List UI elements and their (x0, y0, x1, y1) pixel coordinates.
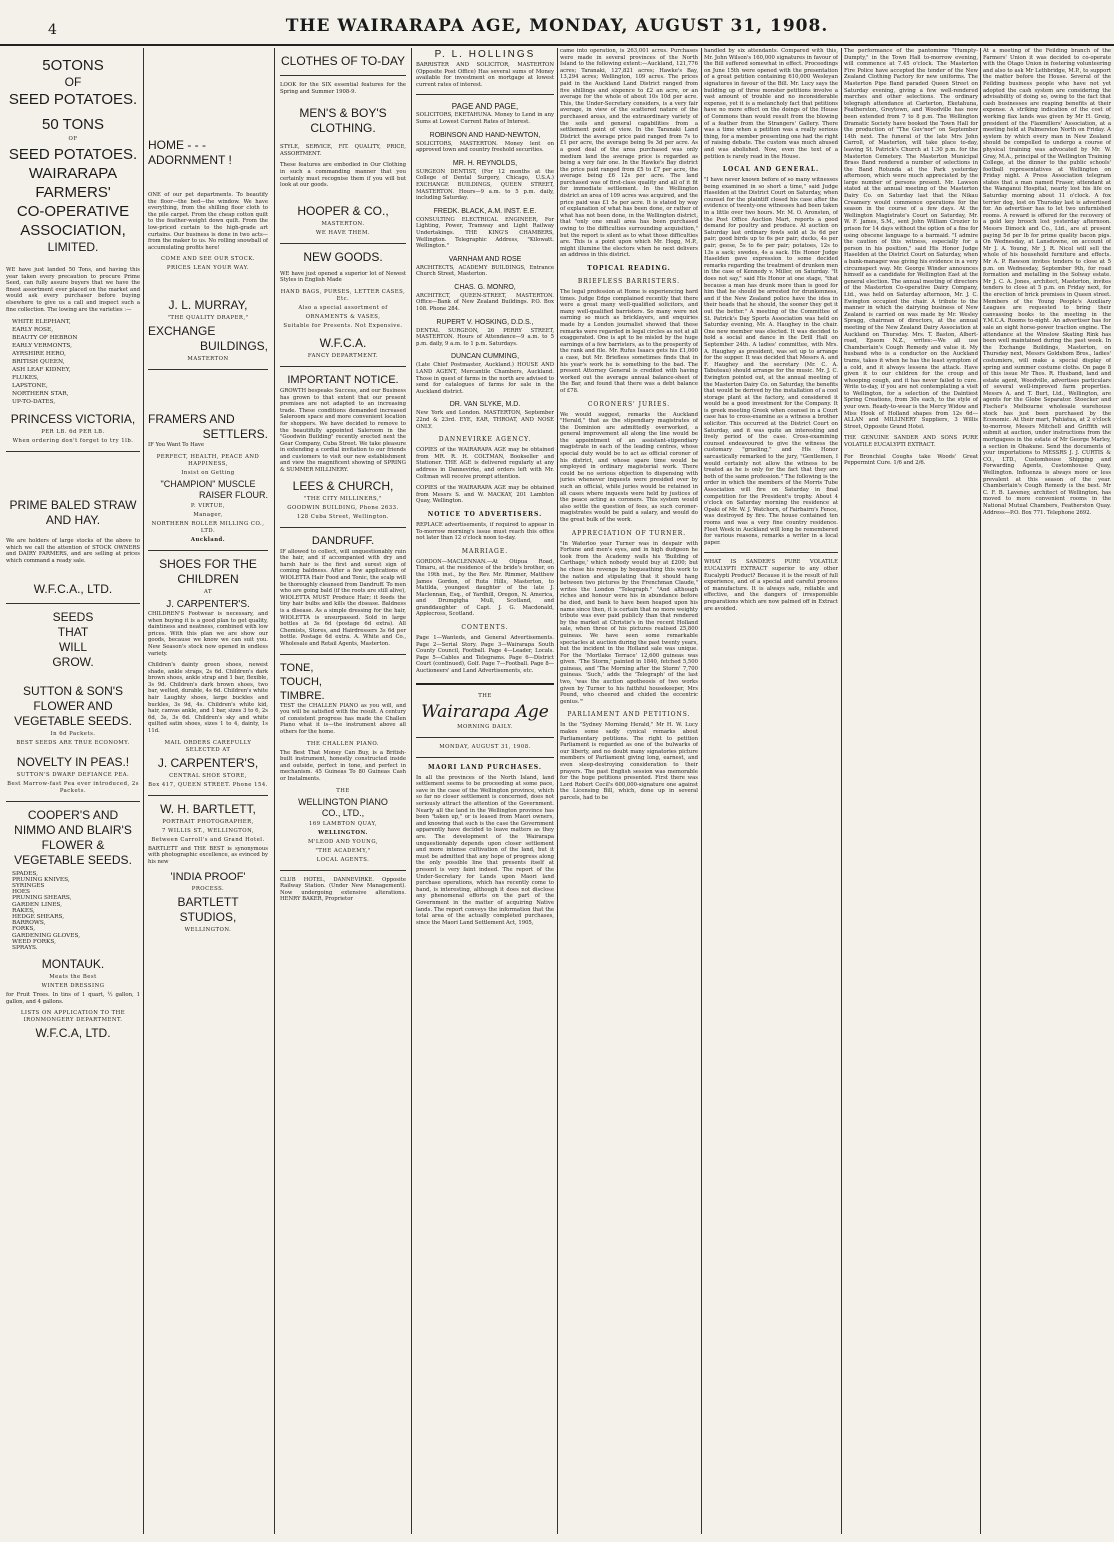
column-5-articles (560, 48, 698, 1536)
divider (416, 757, 554, 758)
ad-note: WELLINGTON. (184, 927, 232, 934)
list-item: RAKES, (12, 907, 35, 914)
list-item: HEDGE SHEARS, (12, 913, 65, 920)
list-item: UP-TO-DATES, (12, 399, 56, 406)
list-item: SPADES, (12, 870, 39, 877)
leader-heading: MAORI LAND PURCHASES. (428, 763, 542, 771)
article-body: In all the provinces of the North Island, land settlement seems to be proceeding at some pace, save in the case of the Wellington province, which so far no closer settlement is concerned, does not seriously attract the attention of the Government. Nearly all the land in the Wellington province has been "taken up," or is leased from Maori owners, and knowing that such is the case the Government apparently have decided to leave matters as they are. The development of the Wairarapa unquestionably depends upon closer settlement and more intense cultivation of the land, but it must be admitted that any hope of progress along the only possible line that presents itself at present is very faint indeed. The report of the Under-Secretary for Lands upon Maori land purchase operations, which has recently come to hand, is interesting, although it does not disclose any phenomenal efforts on the part of the Government in the matter of acquiring Native lands. The report conveys the information that the total area of the actually completed purchases, since the Maori Land Settlement Act, 1905, (416, 774, 554, 926)
ad-body: BARTLETT and THE BEST is synonymous with photographic excellence, as evinced by his new (148, 845, 268, 865)
ad-note: Between Carroll's and Grand Hotel. (151, 836, 265, 843)
divider (148, 550, 268, 551)
ad-heading: WAIRARAPA (28, 165, 118, 182)
section-heading: DANNEVIRKE AGENCY. (438, 436, 532, 444)
ad-note: GOODWIN BUILDING, Phone 2633. (287, 504, 399, 511)
list-item: AYRSHIRE HERO, (12, 351, 66, 358)
list-item: HOES (12, 889, 31, 896)
ad-note: When ordering don't forget to try 1lb. (12, 438, 134, 445)
article-body: "In Waterloo year Turner was in despair with Fortune and men's eyes, and in high dudgeon he took from the Academy walls his 'Building of Carthage,' which nobody would buy at £200; but he chose his revenge by bequeathing this work to the nation and stipulating that it should hang between two pictures by the Frenchman Claude," writes the London "Telegraph." "And although riches and honour were his in abundance before he died, and bank to have been heaped upon his name since then, it is certain that no more weighty tribute was ever paid publicly than that rendered by the market at Christie's in the recent Holland sale, when three of his pictures realised 25,800 guineas. We have seen some remarkable spectacles at auction during the past twenty years, but the incident in the Holland sale was unique. For the 'Mortlake Terrace' 12,600 guineas was given. 'The Storm,' painted in 1840, fetched 5,500 guineas, and 'The Morning after the Storm' 7,700 guineas. 'Such,' adds the 'Telegraph' of the last two, 'was the auction apotheosis of two works given by Turner to his faithful housekeeper, Mrs Pound, who cheered and chided the eccentric genius.'" (560, 540, 698, 705)
ad-note: HAND BAGS, PURSES, LETTER CASES, Etc. (280, 288, 406, 302)
ad-heading: SETTLERS. (202, 427, 268, 442)
ad-signature: W.F.C.A, LTD. (35, 1026, 111, 1041)
ad-note: Auckland. (190, 536, 226, 543)
column-4-professional (416, 48, 554, 1536)
divider (148, 795, 268, 796)
ad-heading: BUILDINGS, (199, 339, 268, 354)
divider (6, 801, 140, 802)
ad-body: ARCHITECTS, ACADEMY BUILDINGS, Entrance Church Street, Masterton. (416, 264, 554, 278)
ad-note: Meats the Best (49, 974, 97, 981)
ad-body: DENTAL SURGEON, 26 PERRY STREET, MASTERTON. Hours of Attendance—9 a.m. to 5 p.m. daily, 9 a.m. to 1 p.m. Saturdays. (416, 327, 554, 347)
ad-note: MASTERTON (187, 356, 229, 363)
ad-body: New York and London. MASTERTON, September 22nd & 23rd. EYE, EAR, THROAT, AND NOSE ONLY. (416, 410, 554, 430)
ad-note: P. VIRTUE, (190, 502, 226, 509)
list-item: WHITE ELEPHANT, (12, 319, 71, 326)
ad-note: SUTTON'S DWARF DEFIANCE PEA. (16, 771, 130, 778)
divider (416, 94, 554, 95)
list-item: SYRINGES (12, 882, 45, 889)
ad-heading: ADORNMENT ! (148, 153, 232, 167)
ad-heading: SEED POTATOES. (8, 91, 138, 108)
ad-signature: W.F.C.A., LTD. (33, 581, 113, 596)
divider (6, 603, 140, 604)
ad-body: These features are embodied in Our Clothing in such a commanding manner that you certainly must recognise them if you will but look at our goods. (280, 162, 406, 189)
divider (148, 369, 268, 370)
ad-body: LOOK for the SIX essential features for the Spring and Summer 1908-9. (280, 82, 406, 95)
article-body: The legal profession at Home is experiencing hard times. Judge Edge complained recently that there were a great many well-qualified solicitors, and many well-qualified barristers. So many were not earning so much as bricklayers, and enquiries made by a London journalist showed that these remarks were regarded in legal circles as not at all exaggerated. One is apt to be misled by the huge earnings of a few barristers, as to the prosperity of the rank and file. Mr. Rufus Isaacs gets his £1,000 a case, but Mr. Briefless sometimes finds that in his year's work he is something to the bad. The present Attorney General is credited with having worked out the average annual balance-sheet of the Bar, and found that there was a debt balance of £78. (560, 289, 698, 394)
page-number: 4 (48, 22, 57, 38)
ad-note: WINTER DRESSING (41, 983, 105, 990)
ad-heading: NIMMO AND BLAIR'S (14, 822, 132, 837)
ad-heading: FARMERS' (35, 184, 111, 201)
ad-heading: MONTAUK. (41, 957, 105, 972)
list-item: EARLY ROSE, (12, 327, 54, 334)
ad-note: "THE ACADEMY," (315, 847, 371, 854)
ad-heading: FREDK. BLACK, A.M. INST. E.E. (433, 207, 537, 215)
ad-note: 7 WILLIS ST., WELLINGTON, (161, 827, 255, 834)
ad-body: WE have just opened a superior lot of Newest Styles in English Made (280, 270, 406, 284)
list-item: GARDEN LINES, (12, 901, 63, 908)
ad-note: ORNAMENTS & VASES, (305, 313, 381, 320)
divider (6, 451, 140, 452)
ad-body: ONE of our pet departments. To beautify the floor—the bed—the window. We have everything, from the shilling floor cloth to the pile carpet. From the cheap cotton quilt to the feather-weight down quilt. From the low-priced curtain to the high-grade art curtains. Our business is done in two acts—from the maker to us. No rolling snowball of accumulating profits here! (148, 192, 268, 251)
newspaper-title: THE WAIRARAPA AGE, MONDAY, AUGUST 31, 1908. (285, 16, 829, 36)
column-rule (411, 48, 412, 1534)
ad-heading: DR. VAN SLYKE, M.D. (449, 401, 521, 409)
ad-note: AT (203, 588, 213, 595)
ad-note: WE HAVE THEM. (315, 229, 371, 236)
ad-note: Best Marrow-fast Pea ever introduced, 2s Packets. (7, 780, 139, 794)
ad-heading: WELLINGTON PIANO (298, 796, 388, 807)
masthead (0, 0, 1114, 46)
article-body: handled by six attendants. Compared with this, Mr. John Wilson's 160,000 signatures in favour of the Bill suffered somewhat in effect. Proceedings on June 15th were opened with the presentation of a great petition containing 610,000 Wesleyan signatures in favour of the Bill. Mr. Lucy says the building up of three monster petitions involve a vast amount of trouble and no inconsiderable expense, yet it is a melancholy fact that petitions have no more effect on the doings of the House of Commons than would result from the blowing of a feather from the Strangers' Gallery. There was a time when a petition was a really serious thing, for a member presenting one had the right of raising debate. The custom was much abused and was abolished. Now, even the text of a petition is rarely read in the House. (704, 48, 838, 160)
ad-heading: P. L. HOLLINGS (434, 49, 536, 60)
ad-heading: 'INDIA PROOF' (170, 871, 246, 884)
ad-body: The Best That Money Can Buy, is a British-built instrument, honestly constructed inside and outside, perfect in tone, and perfect in mechanism. 45 Guineas To 80 Guineas Cash or Instalments. (280, 749, 406, 782)
ad-note: 169 LAMBTON QUAY, (309, 820, 377, 827)
nameplate-the: THE (478, 692, 492, 699)
column-rule (980, 48, 981, 1534)
ad-body: CONSULTING ELECTRICAL ENGINEER, For Lighting, Power, Tramway and Light Railway Undertakings. THE KING'S CHAMBERS, Wellington. Telegraphic Address, "Kilowatt. Wellington." (416, 216, 554, 250)
ad-heading: "CHAMPION" MUSCLE (160, 478, 256, 489)
column-rule (701, 48, 702, 1534)
article-heading: CORONERS' JURIES. (587, 400, 671, 408)
column-1-advertisements (6, 48, 140, 1536)
divider (416, 683, 554, 685)
section-heading: LOCAL AND GENERAL. (722, 166, 820, 174)
ad-heading: CLOTHES OF TO-DAY (280, 54, 406, 68)
ad-body: STYLE, SERVICE, FIT. QUALITY, PRICE, ASSORTMENT. (280, 144, 406, 157)
section-heading: TOPICAL READING. (587, 265, 671, 272)
ad-heading: PRINCESS VICTORIA, (10, 412, 136, 427)
ad-heading: J. CARPENTER'S. (166, 598, 250, 610)
ad-body: Page 1—Wanteds, and General Advertisements. Page 2—Serial Story. Page 3—Wairarapa South County Council, Football. Page 4—Leader, Locals. Page 5—Cables and Telegrams. Page 6—District Court (continued), Golf. Page 7—Football. Page 8—Auctioneers' and Land Advertisements, etc. (416, 635, 554, 675)
column-rule (274, 48, 275, 1534)
ad-heading: SEEDS (52, 609, 94, 624)
ad-body: SOLICITORS, EKETAHUNA. Money to Lend in any Sums at Lowest Current Rates of Interest. (416, 112, 554, 125)
ad-body: CHILDREN'S Footwear is necessary, and when buying it is a good plan to get quality, daintiness and neatness, combined with low prices. With this plan we are show our goods, because we know we can suit you. New Season's stock now opened in endless variety. (148, 610, 268, 657)
ad-body: TEST the CHALLEN PIANO as you will, and you will be satisfied with the result. A century of consistent progress has made the Challen Piano what it is—the instrument above all others for the home. (280, 702, 406, 735)
ad-heading: RAISER FLOUR. (198, 489, 268, 500)
list-item: BRITISH QUEEN, (12, 359, 65, 366)
ad-heading: W. H. BARTLETT, (160, 801, 256, 816)
ad-heading: ROBINSON AND HAND-NEWTON, (429, 131, 541, 139)
ad-body: CLUB HOTEL, DANNEVIRKE. Opposite Railway Station. (Under New Management). Now undergoing extensive alterations. HENRY BAKER, Proprietor (280, 876, 406, 903)
ad-body: For Bronchial Coughs take Woods' Great Peppermint Cure. 1/6 and 2/6. (844, 453, 978, 467)
ad-note: PROCESS. (191, 886, 225, 893)
ad-note: PORTRAIT PHOTOGRAPHER, (162, 818, 254, 825)
list-item: SPRAYS. (12, 944, 38, 951)
ad-heading: VEGETABLE SEEDS. (14, 852, 132, 867)
list-item: GARDENING GLOVES, (12, 932, 81, 939)
ad-note: THE CHALLEN PIANO. (306, 740, 380, 747)
ad-heading: TIMBRE. (280, 689, 325, 702)
divider (280, 527, 406, 528)
ad-heading: FRAMERS AND (148, 412, 235, 427)
ad-note: COME AND SEE OUR STOCK. (161, 256, 255, 263)
ad-heading: OF (64, 75, 82, 89)
column-2-advertisements (148, 48, 268, 1536)
ad-heading: MR. H. REYNOLDS, (452, 159, 518, 167)
ad-heading: IMPORTANT NOTICE. (287, 373, 399, 386)
ad-heading: CO., LTD., (321, 807, 365, 818)
list-item: BARROWS, (12, 920, 46, 927)
ad-heading: SUTTON & SON'S (22, 683, 124, 698)
ad-note: CENTRAL SHOE STORE, (169, 772, 247, 779)
ad-body: IF You Want To Have (148, 442, 205, 449)
divider (280, 870, 406, 871)
list-item: FLUKES, (12, 375, 39, 382)
article-body: The performance of the pantomime "Humpty-Dumpty," in the Town Hall to-morrow evening, will commence at 7.45 o'clock. The Masterton Fire Police have accepted the tender of the New Zealand Clothing Factory for new uniforms. The Masterton Pipe Band paraded Queen Street on Saturday evening, giving a few well-rendered marches and other selections. The ordinary telegraph attendance at Carterton, Eketahuna, Featherston, Greytown, and Woodville has now been extended from 7 to 8 p.m. The Wellington Dramatic Society have booked the Town Hall for the production of "The Guv'nor" on September 14th next. The funeral of the late Mrs John Carroll, of Masterton, will take place to-day, leaving St. Patrick's Church at 1.30 p.m. for the Masterton Cemetery. The Masterton Municipal Brass Band rendered a number of selections in the Band Rotunda at the Park yesterday afternoon, which were much appreciated by the large number of persons present. Mr. Lawson stated at the annual meeting of the Masterton Dairy Co. on Saturday last that the Nikau Creamery would commence operations for the season in the course of a few days. At the Wellington Magistrate's Court on Saturday, Mr. W. F. James, S.M., sent John William Crozier to prison for 14 days without the option of a fine for using obscene language to a barmaid. "I admire the caution of this witness, especially for a person in his position," said His Honor Judge Haselden at the District Court on Saturday, when a bank-manager was giving his evidence in a very circumspect way. Mr. George Winder announces himself as a candidate for Wellington East at the general election. The annual meeting of directors of the Masterton Co-operative Dairy Company, Ltd., was held on Saturday afternoon, Mr. J. C. Ewington occupied the chair. A tribute to the manner in which the dairying business of New Zealand is carried on was made by Mr. Wesley Spragg, chairman of directors, at the annual meeting of the New Zealand Dairy Association at Auckland on Thursday. Mrs. T. Baston, Albert-road, Epsom N.Z., writes:—We all use Chamberlain's Cough Remedy and value it. My husband who is a conductor on the Auckland trams, takes it when he has the least symptom of a cold, and it always lessens the attack. Have given it to our children for the croup and whooping cough, and it has never failed to cure. Write to-day, if you are not contemplating a visit to Wellington, for a selection of the Daintiest Spring Creations, from 30s each, to the style of your own. Ready-to-wear is the Mercy Widow and Miss Hook of Holland shapes from 12s 6d—ALLAN and MILLINERY Suppliers, 3 Willis Street, Opposite Grand Hotel. (844, 48, 978, 430)
ad-note: Suitable for Presents. Not Expensive. (283, 322, 403, 329)
ad-heading: TONE, (280, 661, 314, 674)
ad-body: BARRISTER AND SOLICITOR, MASTERTON (Opposite Post Office) Has several sums of Money available for investment on mortgage at lowest current rates of interest. (416, 62, 554, 88)
section-heading: NOTICE TO ADVERTISERS. (427, 510, 543, 518)
ad-heading: CHILDREN (177, 571, 239, 586)
ad-heading: SHOES FOR THE (159, 556, 257, 571)
article-heading: BRIEFLESS BARRISTERS. (577, 278, 681, 285)
article-body: In the "Sydney Morning Herald," Mr H. W. Lucy makes some sadly cynical remarks about Parliamentary petitions. The right to petition Parliament is regarded as one of the bulwarks of our liberty, and no doubt many signatories picture members of Parliament giving long, earnest, and even sleep-destroying consideration to their prayers. The past English session was memorable for the huge petitions presented. First there was Lord Robert Cecil's 600,000-signature one against the Licensing Bill, which, done up in several parcels, had to be (560, 722, 698, 801)
ad-heading: AND HAY. (45, 513, 101, 528)
ad-body: GROWTH bespeaks Success, and our Business has grown to that extent that our present premises are not adapted to an increasing trade. These conditions demanded increased Saleroom space and more convenient location for shoppers. We have decided to remove to the beautifully appointed Saleroom in the "Goodwin Building" recently erected next the Gear Company, Cuba Street. We take pleasure in extending a cordial invitation to our friends and customers to visit our new establishment and view the magnificent showing of SPRING & SUMMER MILLINERY. (280, 387, 406, 474)
ad-heading: CO-OPERATIVE (16, 203, 130, 220)
potato-varieties (12, 318, 140, 406)
ad-body: WHAT IS SANDER'S PURE VOLATILE EUCALYPTI EXTRACT superior to any other Eucalypti Product? Because it is the result of full experience, and of a special and careful process of manufacture. It is always safe, reliable and effective, and the dangers of irresponsible preparations which are now palmed off in Extract are avoided. (704, 559, 838, 612)
section-heading: MARRIAGE. (461, 547, 509, 555)
divider (704, 552, 838, 553)
list-item: FORKS, (12, 926, 36, 933)
ad-heading: LIMITED. (47, 240, 99, 254)
ad-heading: ASSOCIATION, (20, 222, 126, 239)
ad-heading: GROW. (52, 654, 94, 669)
ad-note: THE (336, 787, 350, 794)
ad-note: NORTHERN ROLLER MILLING CO., LTD. (151, 520, 265, 534)
ad-heading: CHAS. G. MONRO, (454, 283, 516, 291)
ad-body: SOLICITORS, MASTERTON. Money lent on approved town and country freehold securities. (416, 140, 554, 154)
ad-note: PRICES LEAN YOUR WAY. (166, 265, 250, 272)
ad-heading: J. CARPENTER'S, (157, 755, 259, 770)
ad-heading: PAGE AND PAGE, (451, 102, 519, 112)
divider (280, 243, 406, 244)
list-item: BEAUTY OF HEBRON (12, 335, 78, 342)
ad-heading: DANDRUFF. (311, 534, 375, 547)
ad-body: REPLACE advertisements, if required to appear in To-morrow morning's issue must reach this office not later than 12 o'clock noon to-day. (416, 521, 554, 542)
ad-heading: HOME - - - (148, 138, 206, 152)
ad-note: PERFECT, HEALTH, PEACE AND HAPPINESS, (156, 453, 260, 467)
column-rule (557, 48, 558, 1534)
ad-body: We are holders of large stocks of the above to which we call the attention of STOCK OWNERS and DAIRY FARMERS, and are selling at prices which command a ready sale. (6, 538, 140, 564)
divider (280, 75, 406, 76)
ad-heading: EXCHANGE (148, 324, 216, 339)
ad-note: "THE CITY MILLINERS," (303, 495, 383, 502)
nameplate-subtitle: MORNING DAILY. (457, 723, 513, 730)
ad-note: M'LEOD AND YOUNG, (307, 838, 379, 845)
ad-heading: 50 TONS (42, 116, 104, 133)
ad-price: PER LB. 6d PER LB. (41, 429, 105, 436)
ad-heading: 5OTONS (42, 57, 104, 74)
ad-note: "THE QUALITY DRAPER," (167, 315, 249, 322)
ad-note: WELLINGTON. (318, 829, 368, 836)
divider (416, 737, 554, 738)
list-item: ASH LEAF KIDNEY, (12, 367, 71, 374)
ad-note: FANCY DEPARTMENT. (307, 352, 379, 359)
ad-heading: HOOPER & CO., (297, 203, 389, 218)
article-body: "I have never known before of so many witnesses being examined in so short a time," said Judge Haselden at the District Court on Saturday, when counsel for the plaintiff closed his case after the evidence of twenty-one witnesses had been taken in a little over two hours. Mr. M. O. Aronsten, of the Post Office Auction Mart, reports a good demand for poultry and produce. At auction on Saturday last ordinary fowls sold at 3s 6d per pair; good birds up to 6s per pair; ducks, 4s per pair; geese, 5s to 6s per pair; potatoes, 12s to 13s a sack; swedes, 4s a sack. His Honor Judge Haselden gave expression to some decided remarks regarding the treatment of drunken men in the case of Kennedy v. Miller, on Saturday. "It does not say," said His Honor at one stage, "that because a man has drunk more than is good for him that he should be arrested for drunkenness, and if the New Zealand police have the idea in their heads that he should, the sooner they get it out the better." A meeting of the Committee of St. Patrick's Day Sports Association was held on Saturday evening, Mr. A. Haughey in the chair. One new member was elected. It was decided to hold a social and dance in the Drill Hall on September 24th. A ladies' committee, with Mrs. A. Haughey as president, was set up to arrange for the supper. It was decided that Messrs A. and F. Haughey and the secretary (Mr. C. A. Tabuteau) should arrange for the music. Mr. J. C. Ewington pointed out, at the annual meeting of the Masterton Dairy Co. on Saturday, the benefits that would be derived by the installation of a cool storage plant at the factory, and considered it would be a good investment for the Company. It is greek meeting Greek when counsel in a Court case has to cross-examine as a witness a brother solicitor. This occurred at the District Court on Saturday, and it was quite an interesting and lively period of the case. Cross-examining counsel endeavoured to give the witness the customary "grueling," and His Honor sarcastically remarked to the jury, "Gentlemen, I would certainly not allow the witness to be treated as he is only for the fact that they are both of the same profession." The following is the order in which the members of the Morris Tube Association will fire on Saturday in final competition for the President's trophy. About 4 o'clock on Saturday morning the residence at Opaki of Mr. W. J. Watchorn, of Fairbairn's Fence, was destroyed by fire. The house contained ten rooms and was a very fine country residence. Fleet Week in Auckland will long be remembered for various reasons, remarks a writer in a local paper. (704, 177, 838, 546)
ad-heading: FLOWER & (41, 837, 105, 852)
ad-body: for Fruit Trees. In tins of 1 quart, ½ gallon, 1 gallon, and 4 gallons. (6, 992, 140, 1005)
column-3-advertisements (280, 48, 406, 1536)
ad-heading: OF (68, 136, 78, 142)
ad-heading: WILL (58, 639, 87, 654)
ad-body: GORDON—MACLENNAN.—At Otipua Road, Timaru, at the residence of the bride's brother, on the 19th inst., by the Rev. Mr. Rimmer, Matthew James Gordon, of Ruta Hills, Masterton, to Matilda, youngest daughter of the late J. Maclennan, Esq., of Yardhill, Oregon, N. America, and Drumgigha Mull, Scotland, and granddaughter of Capt. J. G. Macdonald, Applecross, Scotland. (416, 558, 554, 618)
article-body: At a meeting of the Feilding branch of the Farmers' Union it was decided to co-operate with the Otago Union in fostering volunteering and also to ask Mr Lethbridge, M.P., to support the matter before the House. Several of the Feilding business people who have not yet adopted the cash system are considering the advisability of doing so, owing to the fact that cash businesses are reaping benefits at their expense. A striking indication of the cost of working flax lands was given by Mr H. Greig, president of the Flaxmillers' Association, at a meeting held at Palmerston North on Friday. A system by which every man in New Zealand should be compelled to undergo a course of physical training was advocated by Mr. W. Gray, M.A., principal of the Wellington Training College, at the dinner to the public schools' football representatives at Wellington on Friday night. A Press Association telegram states that a man named Fraser, attendant at the Wanganui Hospital, nearly lost his life on Saturday morning about 11 o'clock. A fox terrier dog, lost on Thursday last is advertised for. An advertiser has to let two unfurnished rooms. A reward is offered for the recovery of a gold key brooch lost yesterday afternoon. Messrs Dimock and Co., Ltd., are at present paying 5d per lb for prime quality bacon pigs. On Wednesday, at Lansdowne, on account of Mr J. A. Young, Mr J. R. Nicol will sell the whole of his household furniture and effects. Mr A. P. Rawson invites tenders to close at 5 p.m. on Wednesday, September 9th, for road formation and metalling in the Solway estate. Mr J. C. A. Jones, architect, Masterton, invites tenders to close at 5 p.m. on Friday next, for the erection of brick premises in Queen street. Members of the Young People's Auxiliary Leagues are requested to bring their canvassing books to the meeting in the Y.M.C.A. Rooms to-night. An advertiser has for sale an eight horse-power traction engine. The attendance at the Winslow Skating Rink has been well maintained during the past week. In the Exchange Buildings, Masterton, on Thursday next, Messrs Goldsbom Bros., ladies' costumiers, will make a special display of spring and summer costume cloths. On page 8 of this issue Mr Thos. R. Husband, land and estate agent, Woodville, advertises particulars of several well-improved farm properties. Messrs A. and T. Burt, Ltd., Wellington, are agents for the Globe Separator. Stoecker and Fischer's Melbourne wholesale warehouse stock has just been purchased by the Economic. At their mart, Pahiatua, at 2 o'clock to-morrow, Messrs Mitchell and Griffith will submit at auction, under instructions from the mortgagees in the estate of Mr George Marley, a section in Ohakune. Send the documents of your importations to MESSRS J. J. CURTIS & CO., LTD., Customhouse Shipping and Forwarding Agents, Customhouse Quay, Wellington. Influenza is always more or less prevalent at this season of the year. Chamberlain's Cough Remedy is the best. Mr C. F. B. Laveney, architect of Wellington, has moved to more convenient rooms in the National Mutual Chambers, Featherston Quay. Address—P.O. Box 771. Telephone 2692. (983, 48, 1111, 516)
ad-heading: J. L. MURRAY, (168, 298, 248, 313)
article-heading: PARLIAMENT AND PETITIONS. (567, 711, 691, 719)
ad-note: Insist on Getting (181, 469, 235, 476)
ad-heading: LEES & CHURCH, (292, 478, 394, 493)
ad-body: (Late Chief Postmaster, Auckland.) HOUSE AND LAND AGENT, Mercantile Chambers, Auckland. Those in quest of farms in the north are advised to send for catalogues of farms for sale in the Auckland district. (416, 362, 554, 395)
ad-note: MASTERTON. (321, 220, 365, 227)
article-heading: APPRECIATION OF TURNER. (571, 529, 687, 537)
article-body: came into operation, is 263,001 acres. Purchases were made in several provinces of the North Island to the following extent:—Auckland, 121,776 acres; Taranaki, 127,821 acres; Hawke's Bay, 13,294 acres; Wellington, 109 acres. The prices paid in the Auckland Land District ranged from five shillings and sixpence to £2 an acre, or an average for the whole of about 10s 10d per acre. This, the Under-Secretary considers, is a very fair average, in view of the scattered nature of the purchased areas, and the extraordinary variety of the soils and general capabilities from a settlement point of view. In the Taranaki Land District the average price paid ranged from 7s to £1 per acre, the average being 9s 3d per acre. As a good deal of the area purchased was only medium land the average price is regarded as being a very fair one. In the Hawke's Bay district the price paid ranged from £5 to £7 per acre, the average being £6 12s per acre. The land purchased was of first-class quality and all of it fit for immediate settlement. In the Wellington district an area of 109 acres was acquired, and the price paid was £1 5s per acre. It is stated by way of explanation of what has been done, or rather of what has not been done, in the Wellington district, that "only one small area has been purchased owing to the difficulties surrounding acquisition," but the report is silent as to what those difficulties are. This is a point upon which Mr. Hogg, M.P., might illumine the electors when he next delivers an address in this district. (560, 48, 698, 259)
ad-body: COPIES of the WAIRARAPA AGE may be obtained from Messrs S. and W. MACKAY, 201 Lambton Quay, Wellington. (416, 485, 554, 505)
ad-note: Also a special assortment of (298, 304, 388, 311)
nameplate: Wairarapa Age (421, 701, 549, 722)
column-8-local-news (983, 48, 1111, 1536)
column-7-local-news (844, 48, 978, 1536)
ad-note: Box 417, QUEEN STREET. Phone 154. (148, 781, 268, 788)
ad-heading: NEW GOODS. (303, 249, 383, 264)
ad-heading: VEGETABLE SEEDS. (14, 713, 132, 728)
ad-heading: THAT (57, 624, 89, 639)
column-rule (841, 48, 842, 1534)
ad-body: THE GENUINE SANDER AND SONS PURE VOLATILE EUCALYPTI EXTRACT. (844, 435, 978, 449)
ad-heading: BARTLETT (177, 895, 239, 910)
list-item: LAPSTONE, (12, 383, 48, 390)
divider (280, 654, 406, 655)
ad-body: Children's dainty green shoes, newest shade, ankle straps, 2s 6d. Children's dark brown shoes, ankle strap and 1 bar, flexible, 3s 9d. Children's dark brown shoes, two bar, welted, durable, 4s 6d. Children's white hair Laughty shoes, large buckles and buckles, 3s 9d, 4s. Children's white kid, hair, canvas ankle, and 1 bar, sizes 3 to 6, 2s 6d, 3s, 3s 6d. Children's sky and white quilted satin shoes, sizes 1 to 4, dainty, 1s 11d. (148, 662, 268, 735)
ad-note: BEST SEEDS ARE TRUE ECONOMY. (16, 739, 130, 746)
ad-heading: COOPER'S AND (27, 807, 119, 822)
ad-note: LOCAL AGENTS. (316, 856, 370, 863)
ad-heading: FLOWER AND (33, 698, 113, 713)
garden-tools-list (12, 871, 140, 952)
ad-note: Manager, (193, 511, 223, 518)
ad-note: In 6d Packets. (50, 730, 96, 737)
issue-date: MONDAY, AUGUST 31, 1908. (439, 743, 531, 750)
ad-heading: SEED POTATOES. (8, 146, 138, 163)
ad-heading: PRIME BALED STRAW (9, 498, 137, 513)
ad-heading: NOVELTY IN PEAS.! (16, 754, 130, 769)
ad-heading: TOUCH, (280, 675, 322, 688)
list-item: NORTHERN STAR, (12, 391, 69, 398)
section-heading: CONTENTS. (461, 624, 509, 632)
ad-heading: W.F.C.A. (319, 335, 367, 350)
ad-heading: DUNCAN CUMMING, (450, 353, 520, 361)
ad-heading: STUDIOS, (179, 910, 237, 925)
ad-heading: RUPERT V. HOSKING, D.D.S., (436, 318, 534, 326)
ad-note: 128 Cuba Street, Wellington. (297, 513, 389, 520)
ad-note: LISTS ON APPLICATION TO THE IRONMONGERY DEPARTMENT. (20, 1010, 126, 1024)
list-item: PRUNING SHEARS, (12, 895, 72, 902)
ad-heading: CLOTHING. (310, 121, 376, 136)
ad-heading: MEN'S & BOY'S (299, 106, 387, 121)
list-item: PRUNING KNIVES, (12, 876, 70, 883)
ad-body: SURGEON DENTIST, (For 12 months at the College of Dental Surgery, Chicago, U.S.A.) EXCHANGE BUILDINGS, QUEEN STREET, MASTERTON. Hours—9 a.m. to 5 p.m. daily, including Saturday. (416, 168, 554, 202)
article-body: We would suggest, remarks the Auckland "Herald," that as the stipendiary magistrates of the Dominion are admittedly overworked, a general improvement all along the line would be the appointment of an assistant-stipendiary magistrate in each of the leading centres, whose special duty would be to act as official coroner of his district, and whose spare time would be employed in ordinary magisterial work. There could be no serious objection to dispensing with juries whenever inquests were presided over by such an official, while juries would be retained in all cases where inquests were held by justices of the peace acting as coroners. This system would also settle the question of fees, as such coroner-magistrates would be paid a salary, and would do the great bulk of the work. (560, 411, 698, 523)
ad-note: MAIL ORDERS CAREFULLY SELECTED AT (164, 739, 252, 753)
list-item: EARLY VERMONTS, (12, 343, 72, 350)
column-rule (143, 48, 144, 1534)
ad-body: IF allowed to collect, will unquestionably ruin the hair, and if accompanied with dry and harsh hair is the first and surest sign of coming baldness. After a few applications of WIOLETTA Hair Food and Tonic, the scalp will be thoroughly cleansed from Dandruff. To men who are going bald (if the roots are still alive), WIOLETTA MUST Produce Hair; it feeds the tiny hair bulbs and kills the disease. Baldness is a disease. As a simple dressing for the hair, WIOLETTA is unsurpassed. Sold in large bottles at 3s 6d (postage 6d extra). All Chemists, Stores, and Hairdressers 3s 6d per bottle. Postage 6d extra. A. White and Co., Wholesale and Retail Agents, Masterton. (280, 548, 406, 647)
divider (280, 366, 406, 367)
ad-body: WE have just landed 50 Tons, and having this year taken every precaution to procure Prime Seed, can fully assure buyers that we have the finest assortment ever placed on the market and would ask every purchaser before buying elsewhere to give us a call and inspect such a fine collection. The lowing are the varieties :— (6, 267, 140, 313)
column-6-articles (704, 48, 838, 1536)
ad-heading: VARNHAM AND ROSE (448, 255, 522, 263)
ad-body: ARCHITECT, QUEEN-STREET, MASTERTON. Office—Bank of New Zealand Buildings. P.O. Box 108. Phone 284. (416, 292, 554, 313)
ad-body: COPIES of the WAIRARAPA AGE may be obtained from MR. R. H. COLTMAN, Bookseller and Stationer. THE AGE is delivered regularly at any address in Dannevirke, and orders left with Mr. Coltman will receive prompt attention. (416, 447, 554, 480)
list-item: WEED FORKS, (12, 938, 56, 945)
